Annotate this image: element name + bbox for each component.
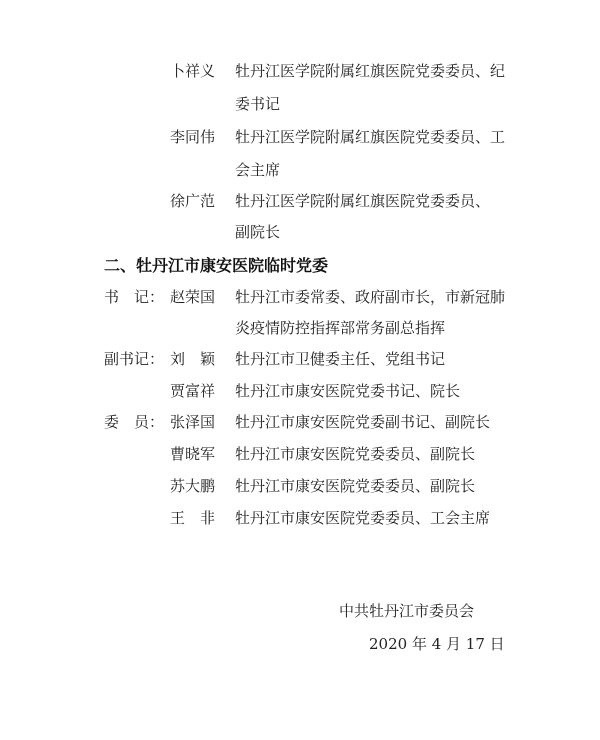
- member-title-cont: 副院长: [235, 223, 281, 241]
- member-title-cont: 炎疫情防控指挥部常务副总指挥: [235, 319, 446, 337]
- member-title: 牡丹江市康安医院党委书记、院长: [235, 382, 461, 400]
- member-name: 苏大鹏: [170, 477, 216, 495]
- member-name: 李同伟: [170, 128, 216, 146]
- member-title: 牡丹江医学院附属红旗医院党委委员、: [235, 192, 491, 210]
- role-label: 书 记：: [104, 288, 165, 306]
- member-name: 赵荣国: [170, 288, 216, 306]
- role-label: 委 员：: [104, 413, 165, 431]
- member-title: 牡丹江市委常委、政府副市长，市新冠肺: [235, 288, 506, 306]
- signature-date: 2020 年 4 月 17 日: [369, 635, 505, 653]
- member-name: 曹晓军: [170, 445, 216, 463]
- member-name: 张泽国: [170, 413, 216, 431]
- member-title: 牡丹江市康安医院党委副书记、副院长: [235, 413, 491, 431]
- member-title: 牡丹江市康安医院党委委员、副院长: [235, 445, 476, 463]
- member-title-cont: 会主席: [235, 161, 281, 179]
- member-name: 贾富祥: [170, 382, 216, 400]
- member-name: 徐广范: [170, 192, 216, 210]
- member-title: 牡丹江市卫健委主任、党组书记: [235, 350, 446, 368]
- member-name: 王 非: [170, 509, 216, 527]
- section-heading: 二、牡丹江市康安医院临时党委: [104, 256, 329, 275]
- member-name: 刘 颖: [170, 350, 216, 368]
- member-title: 牡丹江市康安医院党委委员、工会主席: [235, 509, 491, 527]
- member-title: 牡丹江医学院附属红旗医院党委委员、纪: [235, 62, 506, 80]
- member-title: 牡丹江市康安医院党委委员、副院长: [235, 477, 476, 495]
- member-name: 卜祥义: [170, 62, 216, 80]
- signature-organization: 中共牡丹江市委员会: [339, 602, 475, 620]
- member-title: 牡丹江医学院附属红旗医院党委委员、工: [235, 128, 506, 146]
- member-title-cont: 委书记: [235, 95, 281, 113]
- role-label: 副书记：: [104, 350, 165, 368]
